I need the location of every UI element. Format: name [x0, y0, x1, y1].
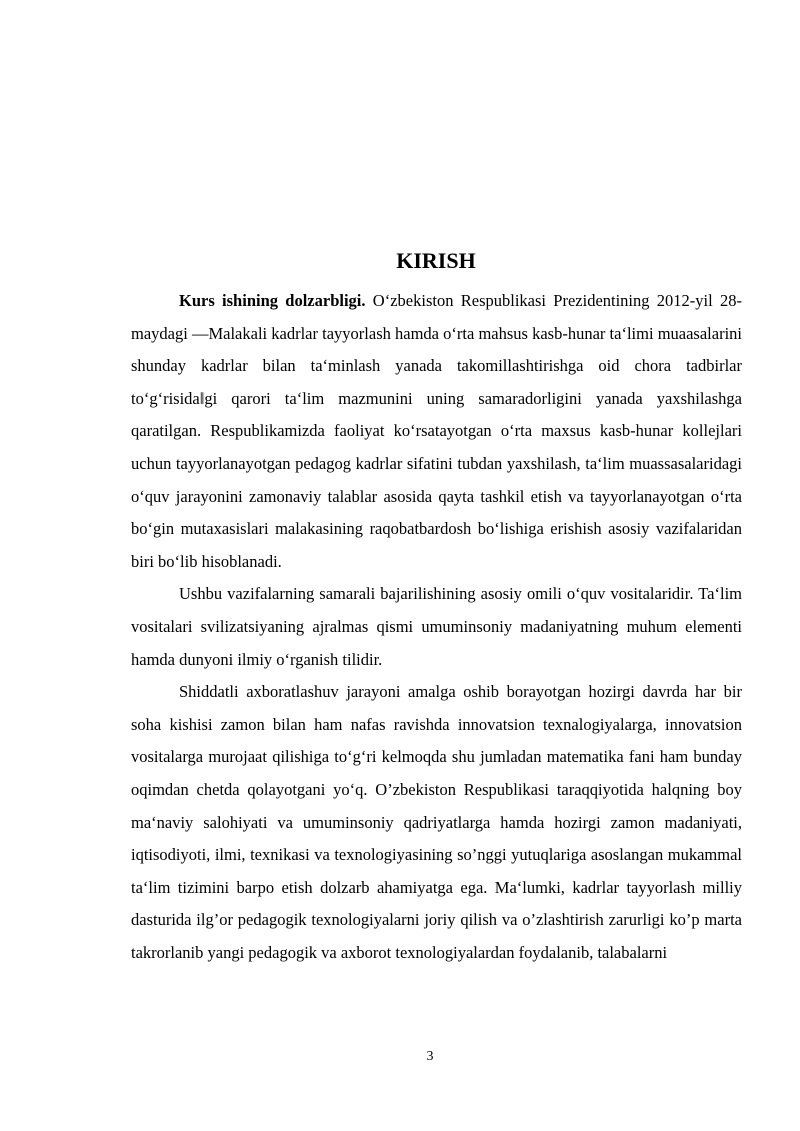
paragraph-relevance — [131, 285, 742, 578]
paragraph-lead: Kurs ishining dolzarbligi. — [179, 291, 366, 310]
paragraph-informatization: Shiddatli axboratlashuv jarayoni amalga oshib borayotgan hozirgi davrda har bir soha kishisi zamon bilan ham nafas ravishda innovatsion texnalogiyalarga, innovatsion vositalarga murojaat qilishiga to‘g‘ri kelmoqda shu jumladan matematika fani ham bunday oqimdan chetda qolayotgani yo‘q. O’zbekiston Respublikasi taraqqiyotida halqning boy ma‘naviy salohiyati va umuminsoniy qadriyatlarga hamda hozirgi zamon madaniyati, iqtisodiyoti, ilmi, texnikasi va texnologiyasining so’nggi yutuqlariga asoslangan mukammal ta‘lim tizimini barpo etish dolzarb ahamiyatga ega. Ma‘lumki, kadrlar tayyorlash milliy dasturida ilg’or pedagogik texnologiyalarni joriy qilish va o’zlashtirish zarurligi ko’p marta takrorlanib yangi pedagogik va axborot texnologiyalardan foydalanib, talabalarni — [131, 682, 742, 962]
body-text — [131, 285, 742, 969]
section-heading: KIRISH — [396, 248, 476, 273]
page-number: 3 — [426, 1049, 434, 1064]
paragraph-tools: Ushbu vazifalarning samarali bajarilishining asosiy omili o‘quv vositalaridir. Ta‘lim vositalari svilizatsiyaning ajralmas qismi umuminsoniy madaniyatning muhum elementi hamda dunyoni ilmiy o‘rganish tilidir. — [131, 584, 742, 669]
paragraph-text: O‘zbekiston Respublikasi Prezidentining 2012-yil 28-maydagi ―Malakali kadrlar tayyorlash hamda o‘rta mahsus kasb-hunar ta‘limi muaasalarini shunday kadrlar bilan ta‘minlash yanada takomillashtirishga oid chora tadbirlar to‘g‘risida‖gi qarori ta‘lim mazmunini uning samaradorligini yanada yaxshilashga qaratilgan. Respublikamizda faoliyat ko‘rsatayotgan o‘rta maxsus kasb-hunar kollejlari uchun tayyorlanayotgan pedagog kadrlar sifatini tubdan yaxshilash, ta‘lim muassasalaridagi o‘quv jarayonini zamonaviy talablar asosida qayta tashkil etish va tayyorlanayotgan o‘rta bo‘gin mutaxasislari malakasining raqobatbardosh bo‘lishiga erishish asosiy vazifalaridan biri bo‘lib hisoblanadi. — [131, 291, 743, 571]
